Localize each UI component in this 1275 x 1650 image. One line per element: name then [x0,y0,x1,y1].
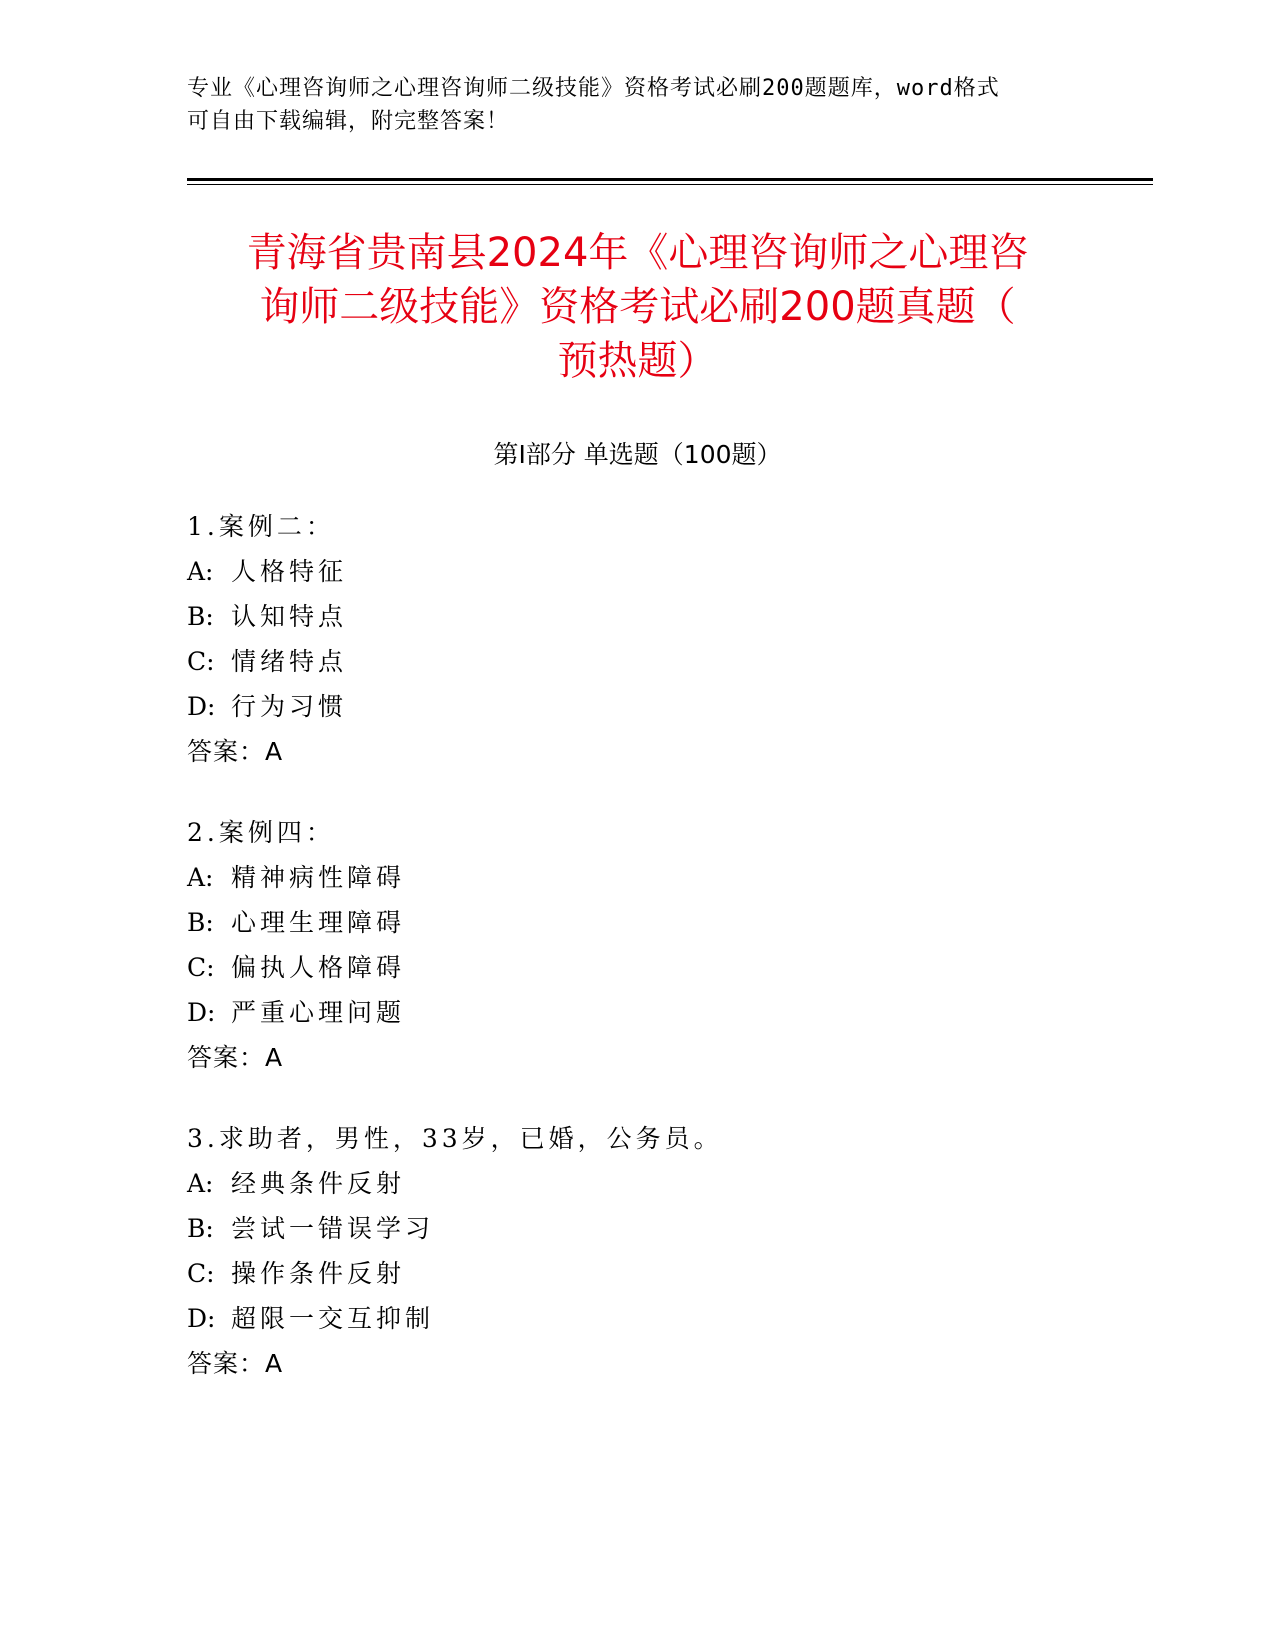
option-key: A: [187,1169,214,1198]
option-text: 操作条件反射 [231,1259,406,1288]
header-divider-thick [187,178,1153,181]
option-a [187,855,1087,900]
option-c [187,945,1087,990]
header-note-line-2: 可自由下载编辑，附完整答案！ [187,109,510,134]
option-key: B: [187,1214,214,1243]
option-d [187,1296,1087,1341]
question-2 [187,810,1087,1080]
option-key: C: [187,647,215,676]
option-d [187,990,1087,1035]
question-3 [187,1116,1087,1386]
header-note-line-1: 专业《心理咨询师之心理咨询师二级技能》资格考试必刷200题题库，word格式 [187,76,1000,101]
option-text: 行为习惯 [231,692,348,721]
question-stem: 2.案例四： [187,818,335,847]
title-line-2: 询师二级技能》资格考试必刷200题真题（ [259,284,1016,330]
question-1 [187,504,1087,774]
question-stem: 1.案例二： [187,512,335,541]
answer-line: 答案：A [187,1043,284,1072]
option-text: 偏执人格障碍 [231,953,406,982]
option-b [187,1206,1087,1251]
option-key: B: [187,602,214,631]
option-text: 严重心理问题 [231,998,406,1027]
answer-line: 答案：A [187,737,284,766]
option-key: D: [187,998,216,1027]
option-text: 情绪特点 [231,647,348,676]
option-b [187,900,1087,945]
option-d [187,684,1087,729]
option-text: 人格特征 [231,557,348,586]
option-key: B: [187,908,214,937]
option-key: D: [187,692,216,721]
title-line-1: 青海省贵南县2024年《心理咨询师之心理咨 [246,230,1029,276]
option-key: D: [187,1304,216,1333]
option-b [187,594,1087,639]
option-text: 尝试一错误学习 [231,1214,435,1243]
option-text: 精神病性障碍 [231,863,406,892]
option-c [187,1251,1087,1296]
option-text: 认知特点 [231,602,348,631]
option-text: 心理生理障碍 [231,908,406,937]
title-line-3: 预热题） [557,338,718,384]
option-c [187,639,1087,684]
option-key: A: [187,863,214,892]
document-title [180,226,1095,388]
option-key: A: [187,557,214,586]
option-key: C: [187,1259,215,1288]
answer-line: 答案：A [187,1349,284,1378]
question-stem: 3.求助者，男性，33岁，已婚，公务员。 [187,1124,723,1153]
option-key: C: [187,953,215,982]
option-text: 经典条件反射 [231,1169,406,1198]
header-divider-thin [187,184,1153,185]
section-heading: 第Ⅰ部分 单选题（100题） [493,440,782,469]
option-a [187,549,1087,594]
option-text: 超限一交互抑制 [231,1304,435,1333]
option-a [187,1161,1087,1206]
header-note [187,72,1067,138]
